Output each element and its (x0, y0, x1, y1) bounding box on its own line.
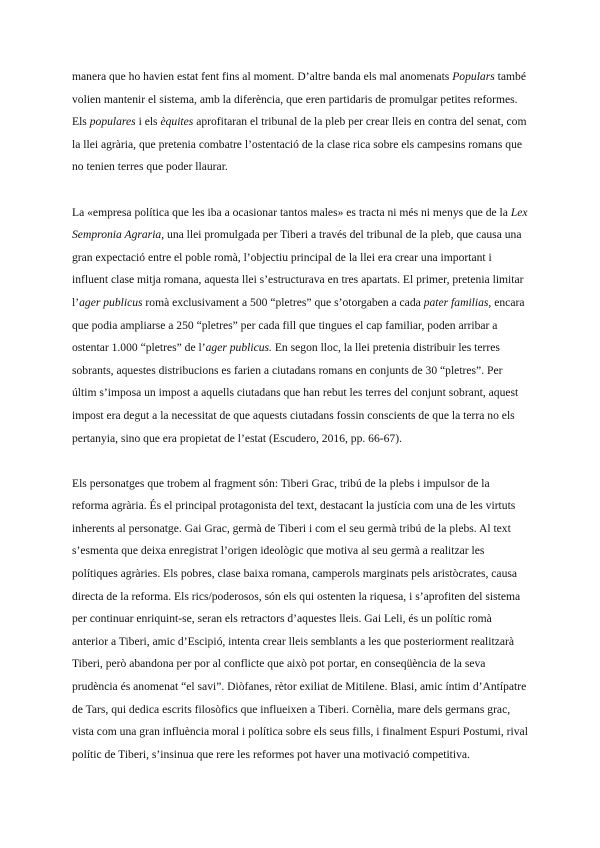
italic-term: Populars (452, 70, 495, 83)
text-run: manera que ho havien estat fent fins al moment. D’altre banda els mal anomenats (72, 70, 453, 83)
italic-term: pater familias, (423, 295, 492, 309)
paragraph-reform-parties (72, 66, 528, 179)
text-run: En segon lloc, la llei pretenia distribuir les terres sobrants, aquestes distribucions es farien a ciutadans romans en conjunts de 30 “pletres”. Per últim s’imposa un impost a aquells ciutadans que han rebut les terres del conjunt sobrant, aquest impost era degut a la necessitat de que aquests ciutadans fossin conscients de que la terra no els pertanyia, sino que era propietat de l’estat (Escudero, 2016, pp. 66-67). (72, 341, 519, 445)
italic-term: ager publicus. (205, 341, 272, 355)
text-run: Els personatges que trobem al fragment són: Tiberi Grac, tribú de la plebs i impulsor de la reforma agrària. És el principal protagonista del text, destacant la justícia com una de les virtuts inherents al personatge. Gai Grac, germà de Tiberi i com el seu germà tribú de la plebs. Al text s’esmenta que deixa enregistrat l’origen ideològic que motiva al seu germà a realitzar les polítiques agràries. Els pobres, clase baixa romana, camperols marginats pels aristòcrates, causa directa de la reforma. Els rics/poderosos, són els qui ostenten la riquesa, i s’aprofiten del sistema per continuar enriquint-se, seran els retractors d’aquestes lleis. Gai Leli, és un polític romà anterior a Tiberi, amic d’Escipió, intenta crear lleis semblants a les que posteriorment realitzarà Tiberi, però abandona per por al conflicte que això pot portar, en conseqüència de la seva prudència és anomenat “el savi”. Diòfanes, rètor exiliat de Mitilene. Blasi, amic íntim d’Antípatre de Tars, qui dedica escrits filosòfics que influeixen a Tiberi. Cornèlia, mare dels germans grac, vista com una gran influència moral i política sobre els seus fills, i finalment Espuri Postumi, rival polític de Tiberi, s’insinua que rere les reformes pot haver una motivació competitiva. (72, 476, 528, 761)
text-run: aprofitaran el tribunal de la pleb per crear lleis en contra del senat, com la llei agrària, que pretenia combatre l’ostentació de la clase rica sobre els campesins romans que no tenien terres que poder llaurar. (72, 115, 527, 174)
paragraph-lex-sempronia (72, 202, 528, 451)
text-run: encara que podia ampliarse a 250 “pletres” per cada fill que tingues el cap familiar, poden arribar a ostentar 1.000 “pletres” de l’ (72, 295, 525, 355)
text-run: romà exclusivament a 500 “pletres” que s’otorgaben a cada (142, 295, 424, 309)
italic-term: populares (89, 115, 136, 129)
paragraph-characters (72, 473, 528, 767)
text-run: , una llei promulgada per Tiberi a través del tribunal de la pleb, que causa una gran expectació entre el poble romà, l’objectiu principal de la llei era crear una important i influent clase mitja romana, aquesta llei s’estructurava en tres apartats. El primer, pretenia limitar l’ (72, 228, 524, 309)
italic-term: ager publicus (79, 295, 143, 309)
italic-term: Lex Sempronia Agraria (72, 205, 528, 242)
text-run: La «empresa política que les iba a ocasionar tantos males» es tracta ni més ni menys que de la (72, 205, 511, 219)
italic-term: èquites (160, 115, 194, 129)
document-page (72, 66, 528, 789)
text-run: i els (135, 115, 161, 129)
text-run: també volien mantenir el sistema, amb la diferència, que eren partidaris de promulgar petites reformes. Els (72, 70, 526, 129)
